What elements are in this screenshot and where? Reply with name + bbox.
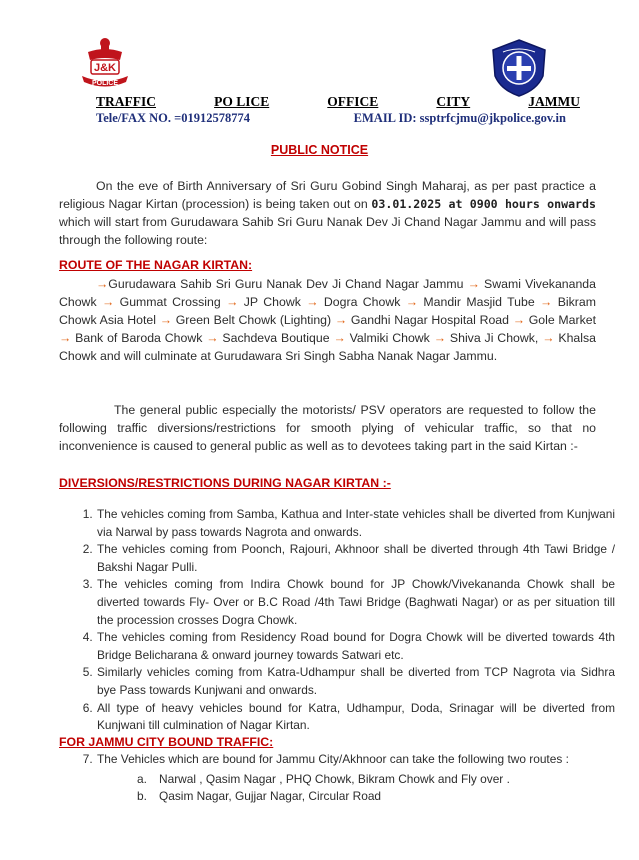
office-header [96, 94, 580, 110]
alternate-route-a [97, 771, 615, 789]
city-traffic-heading: FOR JAMMU CITY BOUND TRAFFIC: [59, 735, 274, 749]
city-route-text: The Vehicles which are bound for Jammu City/Akhnoor can take the following two routes : [97, 752, 569, 766]
route-stop: Bank of Baroda Chowk [71, 331, 207, 345]
route-stop: Mandir Masjid Tube [418, 295, 541, 309]
route-stop: Bikram Chowk Asia Hotel [59, 295, 596, 327]
diversion-item: 5. Similarly vehicles coming from Katra-Udhampur shall be diverted from TCP Nagrota via Sidhra bye Pass towards Kunjwani and onwards. [96, 664, 615, 699]
contact-details [96, 111, 566, 126]
route-stop: Gole Market [525, 313, 596, 327]
route-arrow-icon: → [512, 313, 525, 327]
route-arrow-icon: → [542, 331, 555, 345]
route-stop: Gurudawara Sahib Sri Guru Nanak Dev Ji Chand Nagar Jammu [108, 277, 468, 291]
route-stop: Shiva Ji Chowk, [446, 331, 543, 345]
route-description [59, 275, 596, 365]
route-stop: Valmiki Chowk [345, 331, 434, 345]
route-arrow-icon: → [334, 313, 348, 327]
route-arrow-icon: → [159, 313, 172, 327]
route-arrow-icon: → [226, 295, 239, 309]
header-jammu: JAMMU [528, 94, 580, 109]
route-label: b. [137, 789, 147, 804]
alternate-route-b [97, 788, 615, 806]
diversion-item: 6. All type of heavy vehicles bound for Katra, Udhampur, Doda, Srinagar will be diverted from Kunjwani till culmination of Nagar Kirtan. [96, 700, 615, 735]
intro-paragraph: On the eve of Birth Anniversary of Sri Guru Gobind Singh Maharaj, as per past practice a religious Nagar Kirtan (procession) is being taken out on 03.01.2025 at 0900 hours onwards which will start from Gurudawara Sahib Sri Guru Nanak Dev Ji Chand Nagar Jammu and will pass through the following route: [59, 179, 596, 247]
alternate-routes [97, 771, 615, 806]
route-stop: JP Chowk [238, 295, 307, 309]
request-paragraph: The general public especially the motorists/ PSV operators are requested to follow the following traffic diversions/restrictions for smooth plying of vehicular traffic, so that no inconvenience is caused to general public as well as to devotees taking part in the said Kirtan :- [59, 403, 596, 453]
route-arrow-icon: → [101, 295, 115, 309]
header-city: CITY [436, 94, 471, 109]
route-arrow-icon: → [59, 331, 72, 345]
route-arrow-icon: → [433, 331, 447, 345]
tele-fax-number: Tele/FAX NO. =01912578774 [96, 111, 250, 125]
route-text: Qasim Nagar, Gujjar Nagar, Circular Road [159, 789, 382, 804]
header-police: PO LICE [214, 94, 270, 109]
route-stop: Green Belt Chowk (Lighting) [172, 313, 335, 327]
route-stop: Khalsa Chowk and will culminate at Gurudawara Sri Singh Sabha Nanak Nagar Jammu. [59, 331, 596, 363]
route-stop: Dogra Chowk [318, 295, 406, 309]
route-text: Narwal , Qasim Nagar , PHQ Chowk, Bikram Chowk and Fly over . [159, 771, 510, 786]
city-traffic-list [79, 751, 615, 806]
route-arrow-icon: → [96, 277, 109, 291]
route-stop: Sachdeva Boutique [218, 331, 334, 345]
traffic-police-shield-logo [489, 38, 549, 98]
header-office: OFFICE [327, 94, 379, 109]
diversion-item: 4. The vehicles coming from Residency Road bound for Dogra Chowk will be diverted towards 4th Bridge Belicharana & onward journey towards Satwari etc. [96, 629, 615, 664]
route-arrow-icon: → [540, 295, 553, 309]
route-arrow-icon: → [306, 295, 319, 309]
email-address: EMAIL ID: ssptrfcjmu@jkpolice.gov.in [353, 111, 566, 125]
city-route-item [96, 751, 615, 806]
diversions-list [79, 506, 615, 735]
jk-police-emblem-logo [74, 36, 136, 92]
route-arrow-icon: → [206, 331, 219, 345]
notice-title: PUBLIC NOTICE [270, 143, 369, 157]
event-date-time: 03.01.2025 at 0900 hours onwards [371, 197, 596, 211]
logo-police-text: POLICE [91, 80, 119, 87]
route-arrow-icon: → [467, 277, 480, 291]
route-stop: Gummat Crossing [114, 295, 227, 309]
route-arrow-icon: → [405, 295, 419, 309]
header-traffic: TRAFFIC [96, 94, 156, 109]
route-heading: ROUTE OF THE NAGAR KIRTAN: [59, 258, 253, 272]
diversion-item: 3. The vehicles coming from Indira Chowk bound for JP Chowk/Vivekananda Chowk shall be diverted towards Fly- Over or B.C Road /4th Tawi Bridge (Baghwati Nagar) or as per situation till the procession crosses Dogra Chowk. [96, 576, 615, 629]
route-arrow-icon: → [333, 331, 346, 345]
diversion-item: 2. The vehicles coming from Poonch, Rajouri, Akhnoor shall be diverted through 4th Tawi Bridge / Bakshi Nagar Pulli. [96, 541, 615, 576]
route-stop: Swami Vivekananda Chowk [59, 277, 596, 309]
route-label: a. [137, 771, 147, 786]
diversions-heading: DIVERSIONS/RESTRICTIONS DURING NAGAR KIRTAN :- [59, 476, 391, 490]
logo-jk-text: J&K [93, 62, 117, 74]
diversion-item: 1. The vehicles coming from Samba, Kathua and Inter-state vehicles shall be diverted from Kunjwani via Narwal by pass towards Nagrota and onwards. [96, 506, 615, 541]
route-stop: Gandhi Nagar Hospital Road [347, 313, 513, 327]
